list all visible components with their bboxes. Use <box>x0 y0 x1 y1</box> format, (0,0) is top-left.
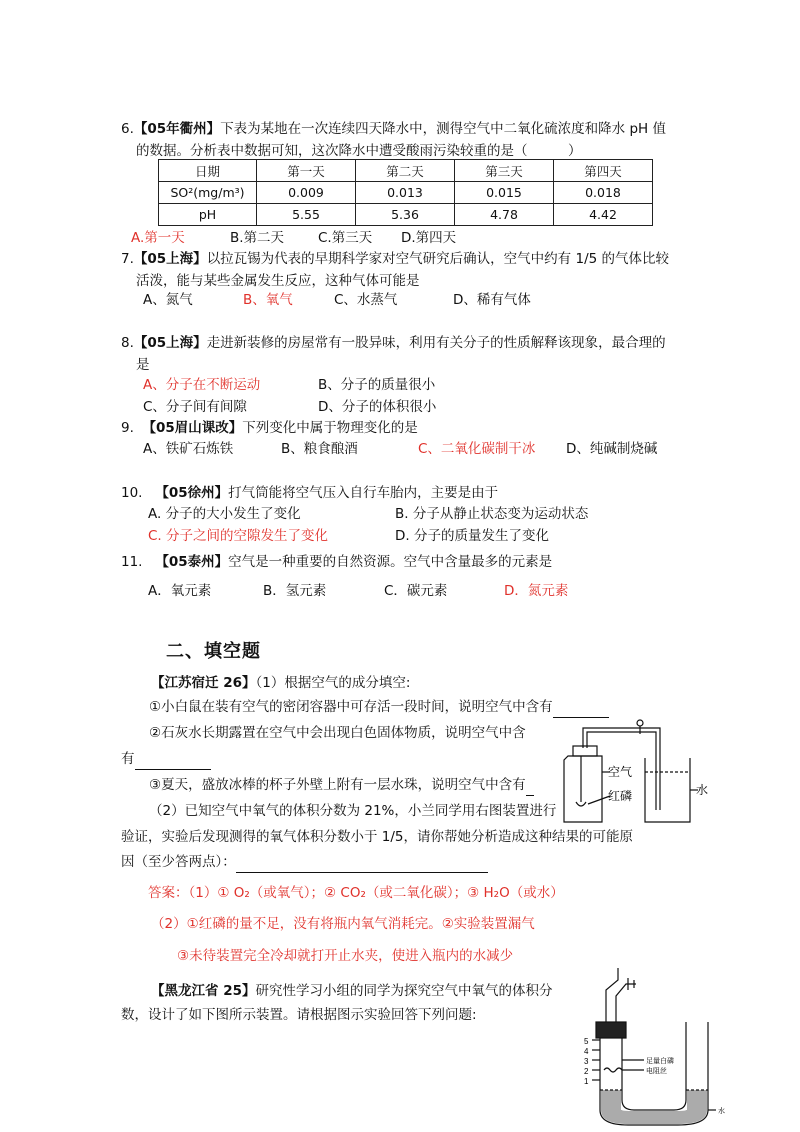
q8-text-1: 走进新装修的房屋常有一股异味，利用有关分子的性质解释该现象，最合理的 <box>206 335 666 351</box>
q7-option-c: C、水蒸气 <box>334 292 398 308</box>
q9-text-1: 下列变化中属于物理变化的是 <box>242 420 418 436</box>
q7-source: 【05上海】 <box>133 251 207 267</box>
q6-option-c: C.第三天 <box>318 230 373 246</box>
table-cell: 4.42 <box>554 204 653 226</box>
fill1-text-1: ①小白鼠在装有空气的密闭容器中可存活一段时间，说明空气中含有 <box>149 699 553 715</box>
q7-text-1: 以拉瓦锡为代表的早期科学家对空气研究后确认，空气中约有 1/5 的气体比较 <box>206 251 669 267</box>
table-cell: 5.36 <box>356 204 455 226</box>
q7-option-d: D、稀有气体 <box>453 292 531 308</box>
q6-option-d: D.第四天 <box>401 230 457 246</box>
q7-option-a: A、氮气 <box>143 292 193 308</box>
fill2-text-1: 研究性学习小组的同学为探究空气中氧气的体积分 <box>255 983 553 999</box>
apparatus-figure-2 <box>578 960 728 1132</box>
fig2-tick-3: 3 <box>584 1057 589 1066</box>
fill1-text-6: 验证，实验后发现测得的氧气体积分数小于 1/5，请你帮她分析造成这种结果的可能原 <box>121 829 634 845</box>
q11-source: 【05泰州】 <box>155 554 229 570</box>
q7-line1 <box>121 248 669 270</box>
table-cell: SO²(mg/m³) <box>159 182 257 204</box>
q11-line1 <box>121 551 552 573</box>
q9-option-c: C、二氧化碳制干冰 <box>418 441 536 457</box>
table-cell: 4.78 <box>455 204 554 226</box>
fig2-tick-2: 2 <box>584 1067 589 1076</box>
q6-data-table <box>158 159 653 226</box>
fig2-label-phosphorus: 足量白磷 <box>646 1058 674 1065</box>
table-cell: 0.009 <box>257 182 356 204</box>
q8-option-c: C、分子间有间隙 <box>143 399 247 415</box>
answer-blank[interactable] <box>135 755 211 770</box>
q10-option-d: D. 分子的质量发生了变化 <box>395 528 549 544</box>
fig1-label-water: 水 <box>696 783 709 797</box>
q8-option-d: D、分子的体积很小 <box>318 399 437 415</box>
q8-source: 【05上海】 <box>133 335 207 351</box>
table-row <box>159 182 653 204</box>
fig1-label-phosphorus: 红磷 <box>608 789 633 803</box>
table-header-cell: 第三天 <box>455 160 554 182</box>
fill1-source: 【江苏宿迁 26】 <box>151 675 256 691</box>
q10-source: 【05徐州】 <box>155 485 229 501</box>
fig2-label-water: 水 <box>718 1108 725 1115</box>
section-title: 二、填空题 <box>166 641 261 662</box>
fig1-label-air: 空气 <box>608 765 633 779</box>
q10-option-b: B. 分子从静止状态变为运动状态 <box>395 506 589 522</box>
q10-line1 <box>121 482 498 504</box>
answer-blank[interactable] <box>526 781 534 796</box>
table-row <box>159 204 653 226</box>
q11-option-c: C．碳元素 <box>384 583 448 599</box>
table-header-cell: 第二天 <box>356 160 455 182</box>
q11-option-a: A．氧元素 <box>148 583 212 599</box>
q8-number: 8. <box>121 335 134 351</box>
q9-option-b: B、粮食酿酒 <box>281 441 358 457</box>
fill1-text-3: 有 <box>121 751 135 767</box>
table-header-cell: 第一天 <box>257 160 356 182</box>
q10-text-1: 打气筒能将空气压入自行车胎内，主要是由于 <box>228 485 499 501</box>
q6-line1 <box>121 118 666 140</box>
fig2-tick-4: 4 <box>584 1047 589 1056</box>
q8-option-a: A、分子在不断运动 <box>143 377 261 393</box>
fill1-line-intro <box>151 672 410 694</box>
answer-blank[interactable] <box>236 858 488 873</box>
q9-number: 9. <box>121 420 134 436</box>
q6-number: 6. <box>121 121 134 137</box>
fill1-answer-3: ③未待装置完全冷却就打开止水夹，使进入瓶内的水减少 <box>177 948 514 964</box>
q10-option-a: A. 分子的大小发生了变化 <box>148 506 301 522</box>
q6-source: 【05年衢州】 <box>133 121 221 137</box>
q10-option-c: C. 分子之间的空隙发生了变化 <box>148 528 329 544</box>
table-header-row <box>159 160 653 182</box>
fill2-source: 【黑龙江省 25】 <box>151 983 256 999</box>
fill1-text-4: ③夏天，盛放冰棒的杯子外壁上附有一层水珠，说明空气中含有 <box>149 777 526 793</box>
fill1-text-2: ②石灰水长期露置在空气中会出现白色固体物质，说明空气中含 <box>149 725 526 741</box>
table-cell: 0.013 <box>356 182 455 204</box>
q7-text-2: 活泼，能与某些金属发生反应，这种气体可能是 <box>136 273 420 289</box>
fill1-answer-2: （2）①红磷的量不足，没有将瓶内氧气消耗完。②实验装置漏气 <box>151 916 535 932</box>
q6-option-b: B.第二天 <box>230 230 285 246</box>
table-cell: 5.55 <box>257 204 356 226</box>
q6-text-1: 下表为某地在一次连续四天降水中，测得空气中二氧化硫浓度和降水 pH 值 <box>220 121 666 137</box>
fill1-line-7 <box>121 851 488 873</box>
fill1-intro: （1）根据空气的成分填空: <box>255 675 411 691</box>
q11-option-d: D．氮元素 <box>504 583 569 599</box>
q8-text-2: 是 <box>136 357 150 373</box>
fill1-text-5: （2）已知空气中氧气的体积分数为 21%，小兰同学用右图装置进行 <box>149 803 557 819</box>
q9-line1 <box>121 417 418 439</box>
apparatus-figure-1 <box>550 710 710 825</box>
q8-line1 <box>121 332 666 354</box>
fill1-line-4 <box>149 774 534 796</box>
fill1-text-7: 因（至少答两点）： <box>121 854 236 870</box>
fig2-tick-1: 1 <box>584 1077 589 1086</box>
q9-option-a: A、铁矿石炼铁 <box>143 441 234 457</box>
q11-text-1: 空气是一种重要的自然资源。空气中含量最多的元素是 <box>228 554 553 570</box>
fill1-line-1 <box>149 696 609 718</box>
q7-option-b: B、氧气 <box>243 292 293 308</box>
q7-number: 7. <box>121 251 134 267</box>
q9-source: 【05眉山课改】 <box>142 420 243 436</box>
fill2-line-1 <box>151 980 553 1002</box>
q10-number: 10. <box>121 485 143 501</box>
q8-option-b: B、分子的质量很小 <box>318 377 436 393</box>
fig2-tick-5: 5 <box>584 1037 589 1046</box>
table-cell: 0.018 <box>554 182 653 204</box>
fill1-answer-1: 答案：（1）① O₂（或氧气）；② CO₂（或二氧化碳）；③ H₂O（或水） <box>148 885 564 901</box>
table-header-cell: 第四天 <box>554 160 653 182</box>
q9-option-d: D、纯碱制烧碱 <box>566 441 658 457</box>
fill2-text-2: 数，设计了如下图所示装置。请根据图示实验回答下列问题: <box>121 1007 477 1023</box>
table-header-cell: 日期 <box>159 160 257 182</box>
fill1-line-3 <box>121 748 211 770</box>
q11-option-b: B．氢元素 <box>263 583 327 599</box>
table-cell: 0.015 <box>455 182 554 204</box>
table-cell: pH <box>159 204 257 226</box>
fig2-label-wire: 电阻丝 <box>646 1068 667 1075</box>
q6-text-2: 的数据。分析表中数据可知，这次降水中遭受酸雨污染较重的是（ ） <box>136 143 582 159</box>
q6-option-a: A.第一天 <box>131 230 185 246</box>
q11-number: 11. <box>121 554 143 570</box>
